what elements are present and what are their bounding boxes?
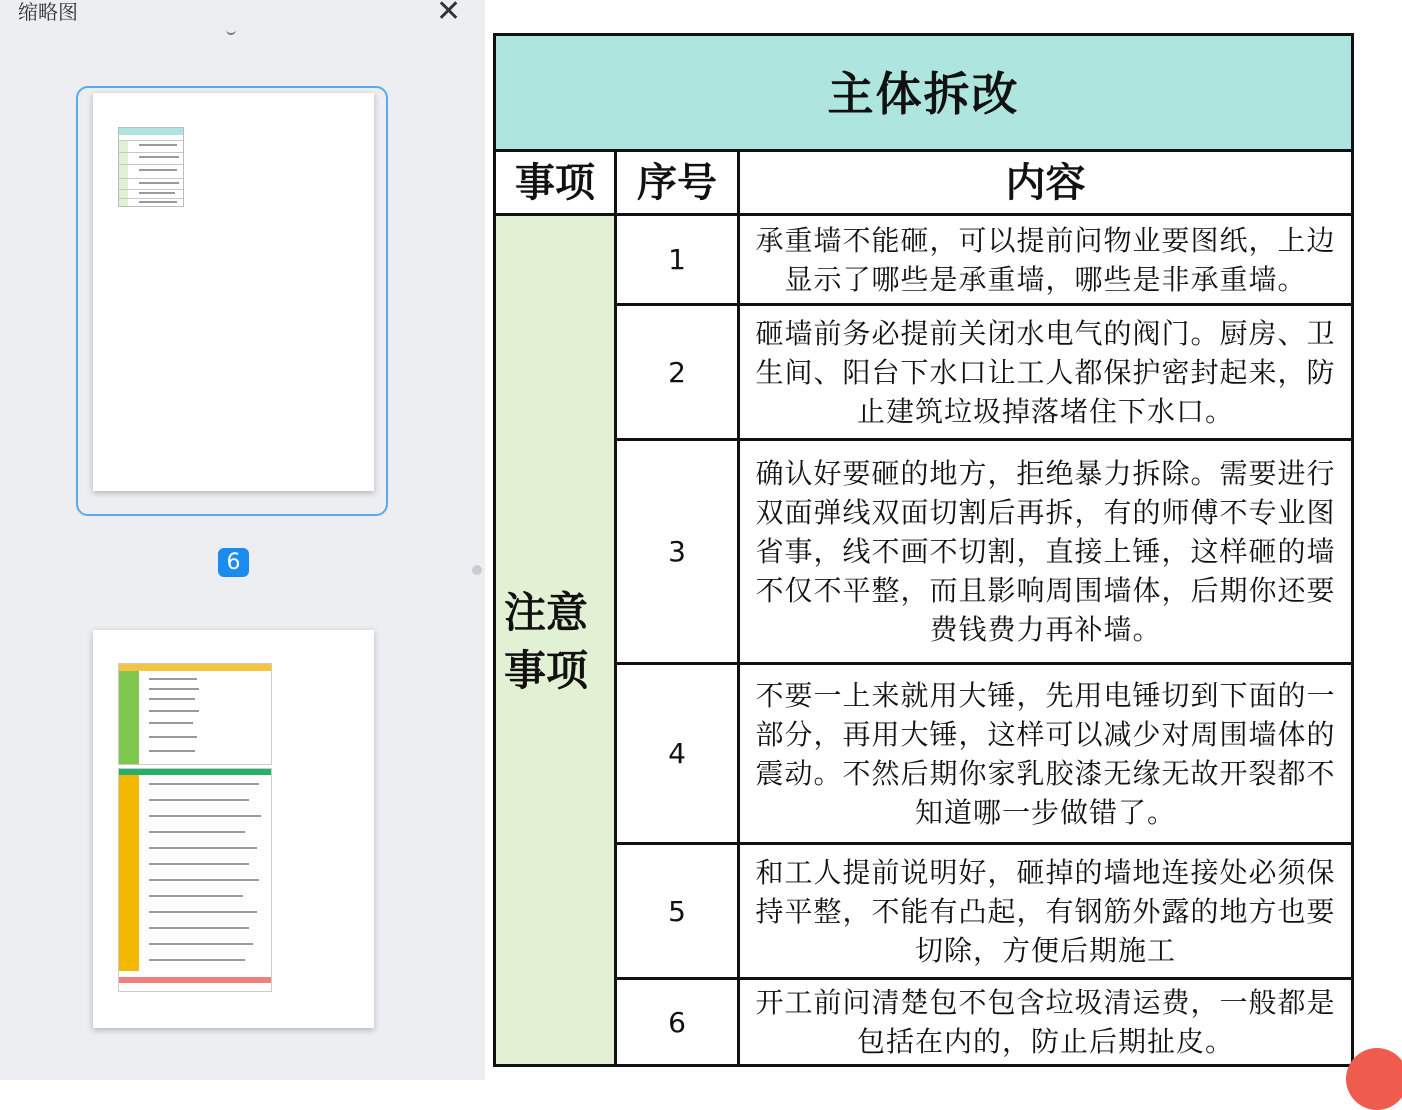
table-title: 主体拆改 xyxy=(496,36,1351,152)
thumbnail-panel xyxy=(0,0,485,1080)
category-cell xyxy=(496,216,617,1064)
row-number: 1 xyxy=(617,216,740,303)
panel-title: 缩略图 xyxy=(18,0,78,24)
row-content: 不要一上来就用大锤，先用电锤切到下面的一部分，再用大锤，这样可以减少对周围墙体的震动。不然后期你家乳胶漆无缘无故开裂都不知道哪一步做错了。 xyxy=(755,678,1336,829)
page-thumbnail-6[interactable] xyxy=(93,93,374,491)
mini-header-bar xyxy=(119,664,271,671)
mini-table-lower xyxy=(118,768,272,992)
category-label: 注意事项 xyxy=(504,588,589,695)
mini-header-bar-green xyxy=(119,769,271,775)
row-number: 4 xyxy=(617,665,740,842)
row-number: 3 xyxy=(617,441,740,662)
mini-category-column xyxy=(119,141,128,206)
row-content: 和工人提前说明好，砸掉的墙地连接处必须保持平整，不能有凸起，有钢筋外露的地方也要切除，方便后期施工 xyxy=(755,855,1336,967)
row-content: 确认好要砸的地方，拒绝暴力拆除。需要进行双面弹线双面切割后再拆，有的师傅不专业图省事，线不画不切割，直接上锤，这样砸的墙不仅不平整，而且影响周围墙体，后期你还要费钱费力再补墙。 xyxy=(755,457,1336,646)
row-number: 2 xyxy=(617,306,740,438)
panel-resize-handle[interactable] xyxy=(472,565,482,575)
mini-table xyxy=(118,127,184,207)
header-content: 内容 xyxy=(740,152,1351,216)
mini-green-column xyxy=(119,671,139,764)
row-content: 开工前问清楚包不包含垃圾清运费，一般都是包括在内的，防止后期扯皮。 xyxy=(755,986,1336,1058)
mini-table-upper xyxy=(118,663,272,765)
mini-title-bar xyxy=(119,128,183,135)
header-no: 序号 xyxy=(617,152,740,216)
close-icon[interactable]: ✕ xyxy=(436,0,462,29)
scroll-indicator xyxy=(226,30,236,35)
row-content: 承重墙不能砸，可以提前问物业要图纸，上边显示了哪些是承重墙，哪些是非承重墙。 xyxy=(755,223,1336,296)
page-thumbnail-7[interactable] xyxy=(93,630,374,1028)
header-item: 事项 xyxy=(496,152,617,216)
row-content: 砸墙前务必提前关闭水电气的阀门。厨房、卫生间、阳台下水口让工人都保护密封起来，防止建筑垃圾掉落堵住下水口。 xyxy=(755,316,1336,428)
page-number-badge: 6 xyxy=(218,548,249,577)
floating-action-icon[interactable] xyxy=(1346,1048,1402,1110)
mini-footer-bar xyxy=(119,977,271,983)
mini-yellow-column xyxy=(119,775,139,971)
document-table xyxy=(493,33,1354,1067)
row-number: 5 xyxy=(617,845,740,977)
row-number: 6 xyxy=(617,980,740,1064)
